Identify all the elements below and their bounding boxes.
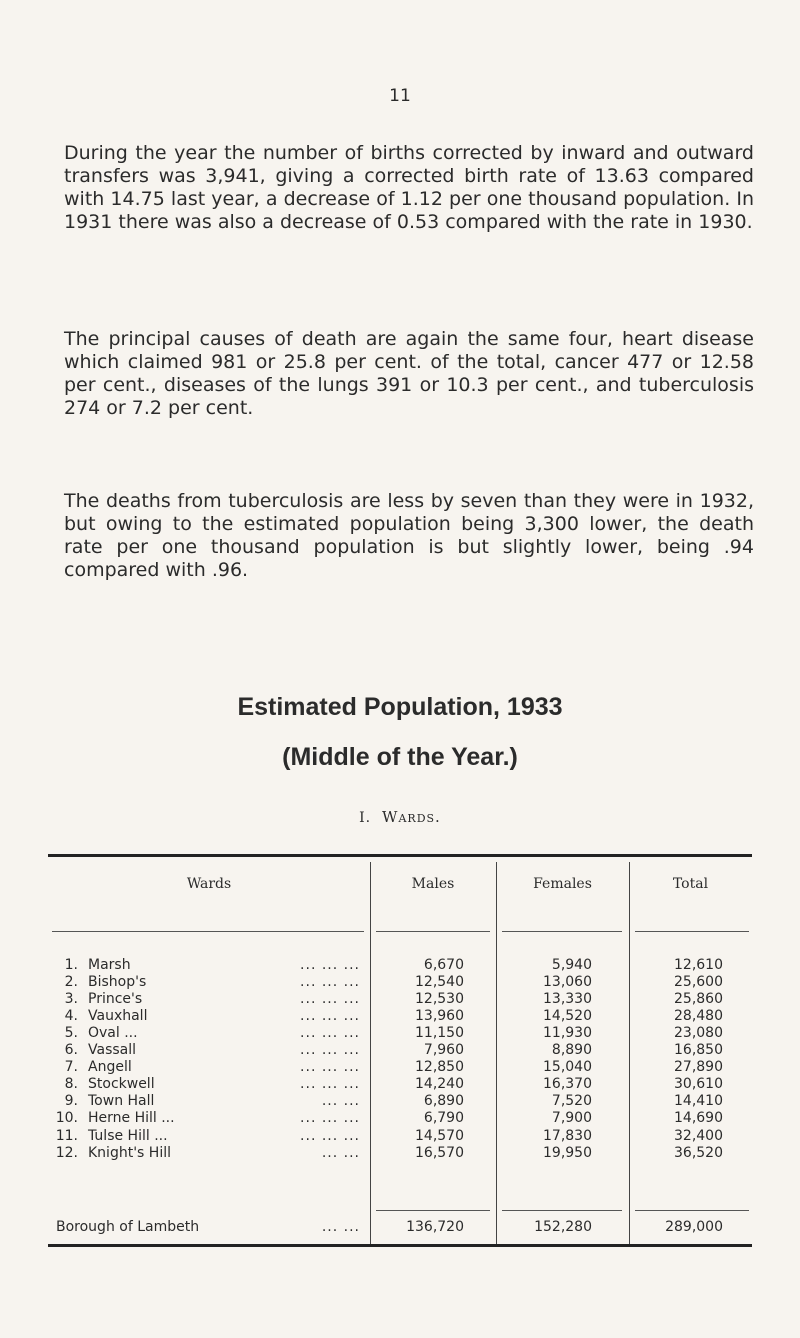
ward-number: 3. [64, 991, 78, 1008]
header-total: Total [672, 876, 709, 892]
table-row [0, 991, 800, 1008]
ward-number: 7. [64, 1059, 78, 1076]
table-row [0, 1128, 800, 1145]
females-value: 11,930 [543, 1025, 592, 1042]
header-underline [52, 931, 364, 932]
males-value: 7,960 [423, 1042, 464, 1059]
table-bottom-rule [48, 1244, 752, 1247]
females-value: 14,520 [543, 1008, 592, 1025]
total-value: 27,890 [674, 1059, 723, 1076]
section-label [0, 808, 800, 826]
paragraph-births: During the year the number of births corrected by inward and outward transfers was 3,941, giving a corrected birth rate of 13.63 compared with 14.75 last year, a decrease of 1.12 per one thousand population. In 1931 there was also a decrease of 0.53 compared with the rate in 1930. [64, 142, 754, 233]
header-males: Males [411, 876, 455, 892]
total-value: 25,860 [674, 991, 723, 1008]
males-value: 12,540 [415, 974, 464, 991]
ward-name: Town Hall [88, 1093, 155, 1110]
leader-dots: ... ... ... [300, 1076, 360, 1093]
header-underline [376, 931, 490, 932]
table-row [0, 1145, 800, 1162]
males-value: 6,790 [423, 1110, 464, 1127]
females-value: 19,950 [543, 1144, 592, 1161]
ward-name: Tulse Hill ... [88, 1127, 168, 1144]
table-top-rule [48, 854, 752, 857]
total-underline [502, 1210, 622, 1211]
total-value: 28,480 [674, 1008, 723, 1025]
table-row [0, 1059, 800, 1076]
leader-dots: ... ... ... [300, 1059, 360, 1076]
females-value: 13,060 [543, 974, 592, 991]
leader-dots: ... ... ... [300, 1025, 360, 1042]
total-total: 289,000 [665, 1219, 723, 1235]
page-number: 11 [389, 86, 411, 106]
total-value: 30,610 [674, 1076, 723, 1093]
total-females: 152,280 [534, 1219, 592, 1235]
females-value: 17,830 [543, 1127, 592, 1144]
ward-name: Angell [88, 1059, 132, 1076]
leader-dots: ... ... ... [300, 1127, 360, 1144]
ward-name: Vauxhall [88, 1008, 148, 1025]
table-row [0, 1110, 800, 1127]
males-value: 11,150 [415, 1025, 464, 1042]
leader-dots: ... ... ... [300, 957, 360, 973]
table-subheading: (Middle of the Year.) [282, 743, 518, 771]
header-wards: Wards [186, 876, 232, 892]
males-value: 6,670 [423, 957, 464, 973]
table-row [0, 1076, 800, 1093]
leader-dots: ... ... ... [300, 974, 360, 991]
total-value: 23,080 [674, 1025, 723, 1042]
ward-number: 2. [64, 974, 78, 991]
females-value: 5,940 [551, 957, 592, 973]
total-label: Borough of Lambeth [56, 1219, 200, 1235]
paragraph-tuberculosis: The deaths from tuberculosis are less by seven than they were in 1932, but owing to the estimated population being 3,300 lower, the death rate per one thousand population is but slightly lower, being .94 compared with .96. [64, 490, 754, 581]
leader-dots: ... ... [321, 1144, 360, 1161]
males-value: 12,850 [415, 1059, 464, 1076]
total-value: 14,690 [674, 1110, 723, 1127]
ward-name: Stockwell [88, 1076, 155, 1093]
total-value: 25,600 [674, 974, 723, 991]
males-value: 13,960 [415, 1008, 464, 1025]
leader-dots: ... ... ... [300, 991, 360, 1008]
total-underline [635, 1210, 749, 1211]
females-value: 7,900 [551, 1110, 592, 1127]
ward-name: Marsh [88, 957, 131, 973]
table-row [0, 957, 800, 974]
females-value: 13,330 [543, 991, 592, 1008]
ward-number: 12. [55, 1144, 78, 1161]
table-row [0, 1008, 800, 1025]
ward-name: Oval ... [88, 1025, 138, 1042]
ward-name: Bishop's [88, 974, 147, 991]
leader-dots: ... ... ... [300, 1110, 360, 1127]
ward-number: 6. [64, 1042, 78, 1059]
ward-number: 8. [64, 1076, 78, 1093]
total-value: 16,850 [674, 1042, 723, 1059]
table-heading: Estimated Population, 1933 [237, 693, 563, 721]
paragraph-causes-of-death: The principal causes of death are again the same four, heart disease which claimed 981 or 25.8 per cent. of the total, cancer 477 or 12.58 per cent., diseases of the lungs 391 or 10.3 per cent., and tuberculosis 274 or 7.2 per cent. [64, 328, 754, 419]
ward-number: 10. [55, 1110, 78, 1127]
table-row [0, 1042, 800, 1059]
males-value: 6,890 [423, 1093, 464, 1110]
ward-name: Knight's Hill [88, 1144, 171, 1161]
leader-dots: ... ... [321, 1093, 360, 1110]
total-value: 32,400 [674, 1127, 723, 1144]
header-underline [635, 931, 749, 932]
total-value: 36,520 [674, 1144, 723, 1161]
section-title: Wards. [382, 808, 441, 826]
ward-number: 4. [64, 1008, 78, 1025]
total-value: 12,610 [674, 957, 723, 973]
males-value: 12,530 [415, 991, 464, 1008]
header-underline [502, 931, 622, 932]
table-row [0, 1093, 800, 1110]
ward-name: Prince's [88, 991, 143, 1008]
ward-number: 1. [64, 957, 78, 973]
total-males: 136,720 [406, 1219, 464, 1235]
leader-dots: ... ... ... [300, 1008, 360, 1025]
females-value: 7,520 [551, 1093, 592, 1110]
total-value: 14,410 [674, 1093, 723, 1110]
section-number: I. [359, 810, 372, 826]
total-underline [376, 1210, 490, 1211]
ward-name: Herne Hill ... [88, 1110, 175, 1127]
total-leader-dots: ... ... [321, 1219, 360, 1235]
ward-number: 5. [64, 1025, 78, 1042]
males-value: 14,570 [415, 1127, 464, 1144]
table-row [0, 974, 800, 991]
males-value: 14,240 [415, 1076, 464, 1093]
males-value: 16,570 [415, 1144, 464, 1161]
header-females: Females [533, 876, 592, 892]
ward-number: 9. [64, 1093, 78, 1110]
leader-dots: ... ... ... [300, 1042, 360, 1059]
ward-number: 11. [55, 1127, 78, 1144]
females-value: 8,890 [551, 1042, 592, 1059]
ward-name: Vassall [88, 1042, 137, 1059]
females-value: 15,040 [543, 1059, 592, 1076]
females-value: 16,370 [543, 1076, 592, 1093]
table-row [0, 1025, 800, 1042]
